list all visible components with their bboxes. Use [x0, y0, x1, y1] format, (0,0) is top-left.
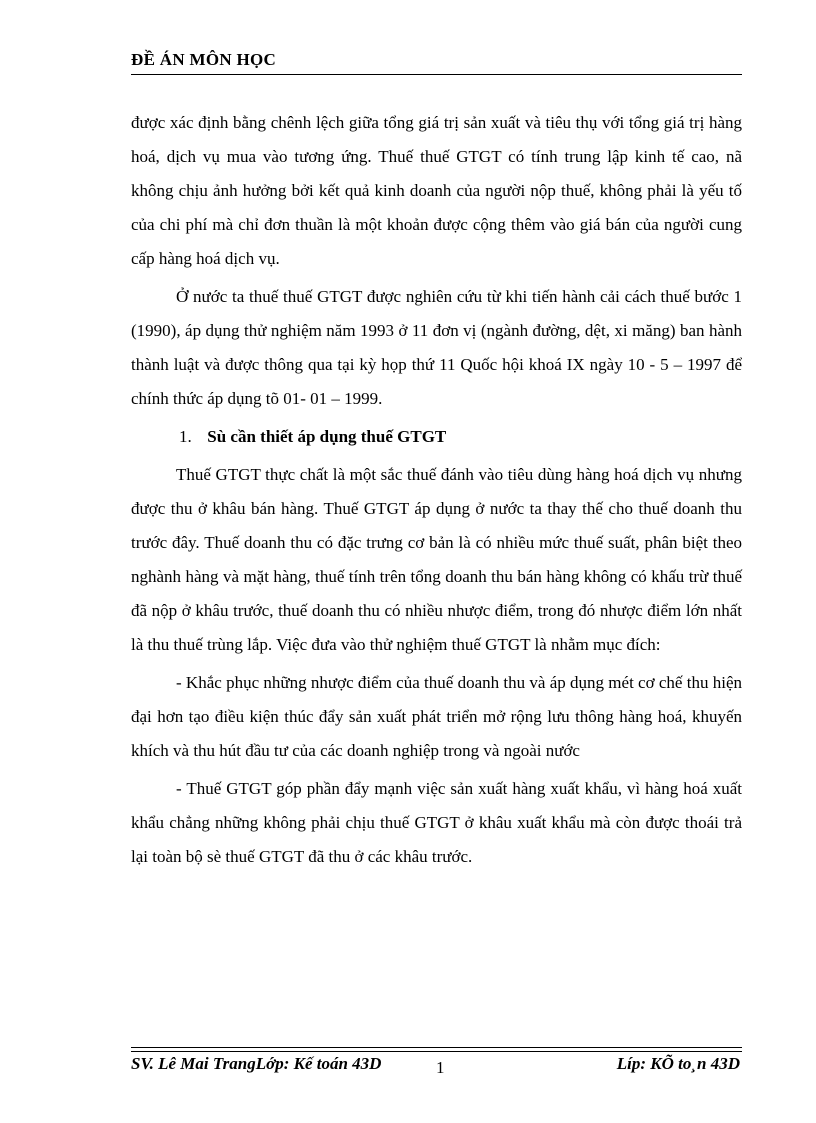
section-heading-number: 1.	[179, 427, 192, 446]
paragraph-2: Ở nước ta thuế thuế GTGT được nghiên cứu từ khi tiến hành cải cách thuế bước 1 (1990), áp dụng thử nghiệm năm 1993 ở 11 đơn vị (ngành đường, dệt, xi măng) ban hành thành luật và được thông qua tại kỳ họp thứ 11 Quốc hội khoá IX ngày 10 - 5 – 1997 để chính thức áp dụng tõ 01- 01 – 1999.	[131, 287, 742, 408]
footer-class: Líp: KÕ to¸n 43D	[616, 1054, 740, 1073]
section-heading-text: Sù cần thiết áp dụng thuế GTGT	[207, 427, 447, 446]
paragraph-4: - Khắc phục những nhược điểm của thuế doanh thu và áp dụng mét cơ chế thu hiện đại hơn tạo điều kiện thúc đẩy sản xuất phát triển mở rộng lưu thông hàng hoá, khuyến khích và thu hút đầu tư của các doanh nghiệp trong và ngoài nước	[131, 673, 742, 760]
document-body	[131, 106, 742, 878]
document-title: ĐỀ ÁN MÔN HỌC	[131, 50, 277, 69]
paragraph-5: - Thuế GTGT góp phần đẩy mạnh việc sản xuất hàng xuất khẩu, vì hàng hoá xuất khẩu chẳng những không phải chịu thuế GTGT ở khâu xuất khẩu mà còn được thoái trả lại toàn bộ sè thuế GTGT đã thu ở các khâu trước.	[131, 779, 742, 866]
page-header	[131, 48, 742, 75]
paragraph-3: Thuế GTGT thực chất là một sắc thuế đánh vào tiêu dùng hàng hoá dịch vụ nhưng được thu ở khâu bán hàng. Thuế GTGT áp dụng ở nước ta thay thế cho thuế doanh thu trước đây. Thuế doanh thu có đặc trưng cơ bản là có nhiều mức thuế suất, phân biệt theo nghành hàng và mặt hàng, thuế tính trên tổng doanh thu bán hàng không có khấu trừ thuế đã nộp ở khâu trước, thuế doanh thu có nhiều nhược điểm, trong đó nhược điểm lớn nhất là thu thuế trùng lắp. Việc đưa vào thử nghiệm thuế GTGT là nhằm mục đích:	[131, 465, 742, 654]
footer-author: SV. Lê Mai TrangLớp: Kế toán 43D	[131, 1054, 382, 1073]
footer-divider	[131, 1051, 742, 1052]
page-footer	[131, 1047, 742, 1080]
paragraph-1: được xác định bằng chênh lệch giữa tổng giá trị sản xuất và tiêu thụ với tổng giá trị hàng hoá, dịch vụ mua vào tương ứng. Thuế thuế GTGT có tính trung lập kinh tế cao, nã không chịu ảnh hưởng bởi kết quả kinh doanh của người nộp thuế, không phải là yếu tố của chi phí mà chỉ đơn thuần là một khoản được cộng thêm vào giá bán của người cung cấp hàng hoá dịch vụ.	[131, 113, 742, 268]
section-heading	[131, 420, 742, 454]
page-number: 1	[436, 1058, 445, 1077]
